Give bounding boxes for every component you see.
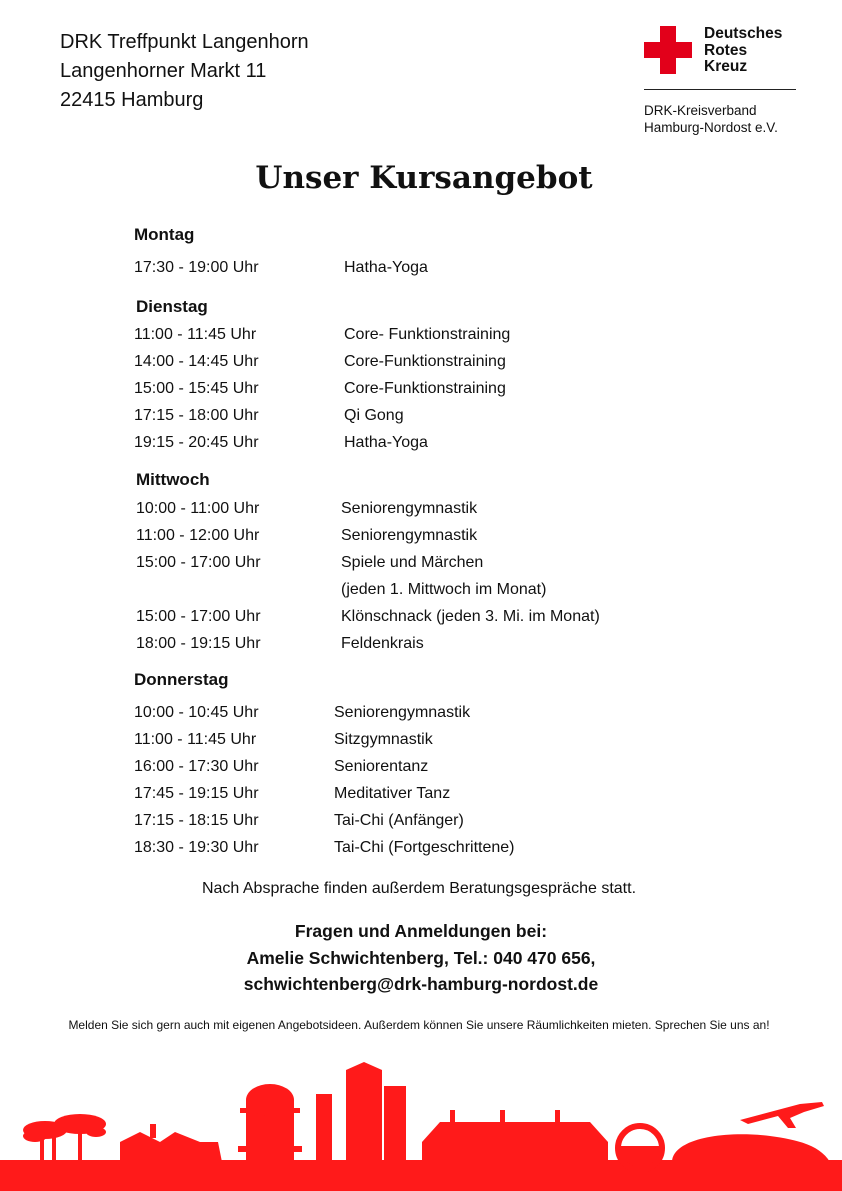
schedule-course: Spiele und Märchen xyxy=(341,554,484,571)
contact-heading: Fragen und Anmeldungen bei: xyxy=(294,921,548,941)
drk-logo xyxy=(644,26,800,136)
schedule-time: 17:15 - 18:00 Uhr xyxy=(134,407,259,424)
hamburg-skyline-icon xyxy=(0,1050,842,1191)
schedule-course: Seniorengymnastik xyxy=(334,704,471,721)
schedule-time: 17:15 - 18:15 Uhr xyxy=(134,812,259,829)
day-heading-montag: Montag xyxy=(134,225,195,244)
logo-subtitle xyxy=(644,102,800,136)
address-line-street: Langenhorner Markt 11 xyxy=(60,60,267,82)
contact-person-phone: Amelie Schwichtenberg, Tel.: 040 470 656, xyxy=(246,947,596,968)
schedule-time: 16:00 - 17:30 Uhr xyxy=(134,758,259,775)
schedule-course-note: (jeden 1. Mittwoch im Monat) xyxy=(341,581,547,598)
contact-email: schwichtenberg@drk-hamburg-nordost.de xyxy=(243,974,599,994)
schedule-course: Core-Funktionstraining xyxy=(344,353,506,370)
logo-divider xyxy=(644,89,796,90)
logo-word-kreuz: Kreuz xyxy=(704,58,748,75)
schedule-time: 15:00 - 15:45 Uhr xyxy=(134,380,259,397)
logo-word-deutsches: Deutsches xyxy=(704,25,783,42)
schedule-course: Tai-Chi (Fortgeschrittene) xyxy=(334,839,515,856)
schedule-time: 10:00 - 10:45 Uhr xyxy=(134,704,259,721)
schedule-course: Seniorentanz xyxy=(334,758,429,775)
logo-sub-line2: Hamburg-Nordost e.V. xyxy=(644,119,778,135)
schedule-time: 19:15 - 20:45 Uhr xyxy=(134,434,259,451)
contact-block xyxy=(0,918,842,998)
red-cross-icon xyxy=(644,26,692,74)
schedule-time: 10:00 - 11:00 Uhr xyxy=(136,500,260,517)
address-block xyxy=(60,28,309,115)
schedule-time: 15:00 - 17:00 Uhr xyxy=(136,554,261,571)
schedule-time: 18:00 - 19:15 Uhr xyxy=(136,635,261,652)
footer-note: Melden Sie sich gern auch mit eigenen Angebotsideen. Außerdem können Sie unsere Räumlichkeiten mieten. Sprechen Sie uns an! xyxy=(68,1018,770,1032)
schedule-time: 18:30 - 19:30 Uhr xyxy=(134,839,259,856)
address-line-name: DRK Treffpunkt Langenhorn xyxy=(60,31,309,53)
schedule-time: 14:00 - 14:45 Uhr xyxy=(134,353,259,370)
logo-word-rotes: Rotes xyxy=(704,41,748,59)
schedule-time: 17:45 - 19:15 Uhr xyxy=(134,785,259,802)
schedule-course: Sitzgymnastik xyxy=(334,731,433,748)
schedule-time: 11:00 - 12:00 Uhr xyxy=(136,527,260,544)
page-title: Unser Kursangebot xyxy=(255,160,593,196)
schedule-course: Meditativer Tanz xyxy=(334,785,451,802)
schedule-course: Feldenkrais xyxy=(341,635,424,652)
schedule-time: 15:00 - 17:00 Uhr xyxy=(136,608,261,625)
consultation-note: Nach Absprache finden außerdem Beratungsgespräche statt. xyxy=(201,880,637,897)
logo-wordmark xyxy=(704,26,782,76)
schedule-course: Seniorengymnastik xyxy=(341,500,478,517)
schedule-course: Hatha-Yoga xyxy=(344,434,428,451)
day-heading-mittwoch: Mittwoch xyxy=(136,470,210,489)
logo-top-row xyxy=(644,26,800,76)
schedule-course: Qi Gong xyxy=(344,407,404,424)
address-line-city: 22415 Hamburg xyxy=(60,89,204,111)
schedule-course: Core-Funktionstraining xyxy=(344,380,506,397)
schedule-time: 17:30 - 19:00 Uhr xyxy=(134,259,259,276)
day-heading-donnerstag: Donnerstag xyxy=(134,670,229,689)
schedule-time: 11:00 - 11:45 Uhr xyxy=(134,326,257,343)
schedule-course: Hatha-Yoga xyxy=(344,259,428,276)
schedule-course: Tai-Chi (Anfänger) xyxy=(334,812,464,829)
schedule-time: 11:00 - 11:45 Uhr xyxy=(134,731,257,748)
schedule-course: Klönschnack (jeden 3. Mi. im Monat) xyxy=(341,608,600,625)
schedule-course: Core- Funktionstraining xyxy=(344,326,511,343)
logo-sub-line1: DRK-Kreisverband xyxy=(644,102,757,118)
schedule-course: Seniorengymnastik xyxy=(341,527,478,544)
day-heading-dienstag: Dienstag xyxy=(136,297,208,316)
